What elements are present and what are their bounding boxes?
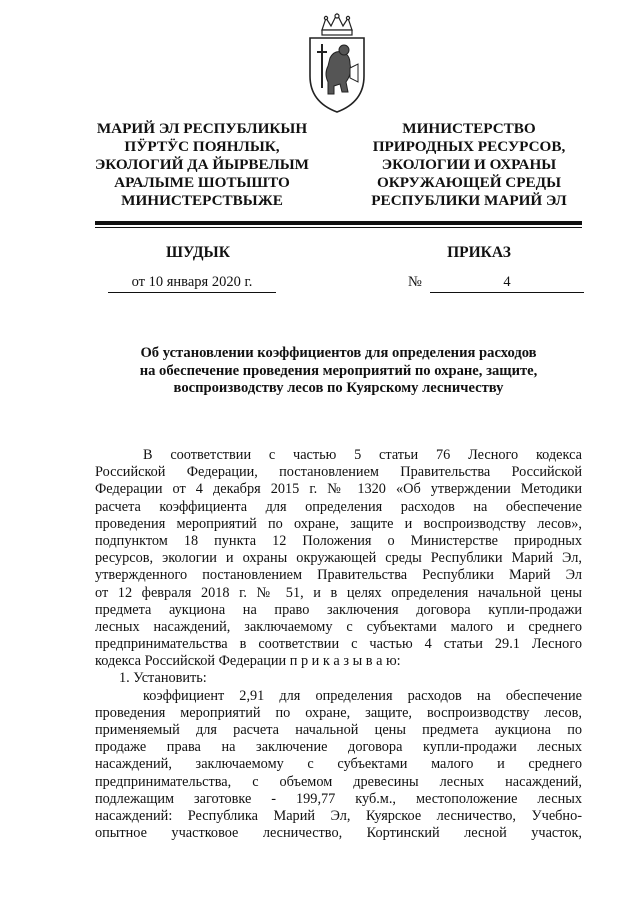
document-title <box>95 345 582 398</box>
header-left-line: МИНИСТЕРСТВЫЖЕ <box>121 192 283 209</box>
header-left-line: ЭКОЛОГИЙ ДА ЙЫРВЕЛЫМ <box>94 156 310 173</box>
body-line: насаждений: Республика Марий Эл, Куярское лесничество, Учебно- <box>95 807 582 824</box>
body-line: предпринимательства, с объемом древесины лесных насаждений, <box>95 773 582 790</box>
number-sign: № <box>408 274 422 290</box>
body-line: 1. Установить: <box>119 670 207 687</box>
body-line: ресурсов, экологии и охраны окружающей среды Республики Марий Эл, <box>95 550 582 567</box>
header-left-line: АРАЛЫМЕ ШОТЫШТО <box>114 174 290 191</box>
document-body <box>95 447 582 842</box>
body-line: предпринимательства в соответствии с частью 4 статьи 29.1 Лесного <box>95 636 582 653</box>
header-right-line: ЭКОЛОГИИ И ОХРАНЫ <box>381 156 557 173</box>
title-line: Об установлении коэффициентов для определения расходов <box>140 345 537 361</box>
body-line: Российской Федерации, постановлением Правительства Российской <box>95 464 582 481</box>
body-line: лесных насаждений, заключаемому с субъектами малого и среднего <box>95 618 582 635</box>
header-right-block <box>349 120 589 210</box>
header-right-line: РЕСПУБЛИКИ МАРИЙ ЭЛ <box>371 192 567 209</box>
body-line: насаждений, заключаемому с субъектами малого и среднего <box>95 756 582 773</box>
body-line: расчета коэффициента для определения расходов на обеспечение <box>95 498 582 515</box>
body-line: утвержденного постановлением Правительства Республики Марий Эл <box>95 567 582 584</box>
body-line: опытное участковое лесничество, Кортинский лесной участок, <box>95 825 582 842</box>
coat-of-arms-emblem <box>300 12 374 116</box>
body-line: продаже права на заключение договора купли-продажи лесных <box>95 739 582 756</box>
body-line: подлежащим заготовке - 199,77 куб.м., местоположение лесных <box>95 790 582 807</box>
body-line: В соответствии с частью 5 статьи 76 Лесного кодекса <box>143 447 582 463</box>
body-line: проведения мероприятий по охране, защите и воспроизводству лесов», <box>95 515 582 532</box>
body-line: предмета аукциона на право заключения договора купли-продажи <box>95 601 582 618</box>
body-line: подпунктом 18 пункта 12 Положения о Министерстве природных <box>95 532 582 549</box>
title-line: воспроизводству лесов по Куярскому лесничеству <box>173 380 504 396</box>
header-left-block <box>82 120 322 210</box>
document-number: 4 <box>430 274 584 293</box>
doc-type-left: ШУДЫК <box>166 244 230 261</box>
title-line: на обеспечение проведения мероприятий по охране, защите, <box>139 362 538 379</box>
body-line: применяемый для расчета начальной цены предмета аукциона по <box>95 722 582 739</box>
body-line: коэффициент 2,91 для определения расходов на обеспечение <box>143 687 582 704</box>
header-right-line: ПРИРОДНЫХ РЕСУРСОВ, <box>372 138 566 155</box>
header-divider-thick <box>95 221 582 225</box>
header-divider-thin <box>95 227 582 228</box>
body-line: кодекса Российской Федерации п р и к а з ы в а ю: <box>95 653 401 670</box>
doc-type-right: ПРИКАЗ <box>447 244 511 261</box>
document-date: от 10 января 2020 г. <box>108 274 276 293</box>
header-right-line: ОКРУЖАЮЩЕЙ СРЕДЫ <box>376 174 562 191</box>
body-line: Федерации от 4 декабря 2015 г. № 1320 «Об утверждении Методики <box>95 481 582 498</box>
body-line: проведения мероприятий по охране, защите, воспроизводству лесов, <box>95 704 582 721</box>
header-left-line: МАРИЙ ЭЛ РЕСПУБЛИКЫН <box>96 120 308 137</box>
body-line: от 12 февраля 2018 г. № 51, и в целях определения начальной цены <box>95 584 582 601</box>
header-left-line: ПӰРТӰС ПОЯНЛЫК, <box>124 138 280 155</box>
header-right-line: МИНИСТЕРСТВО <box>402 120 536 137</box>
